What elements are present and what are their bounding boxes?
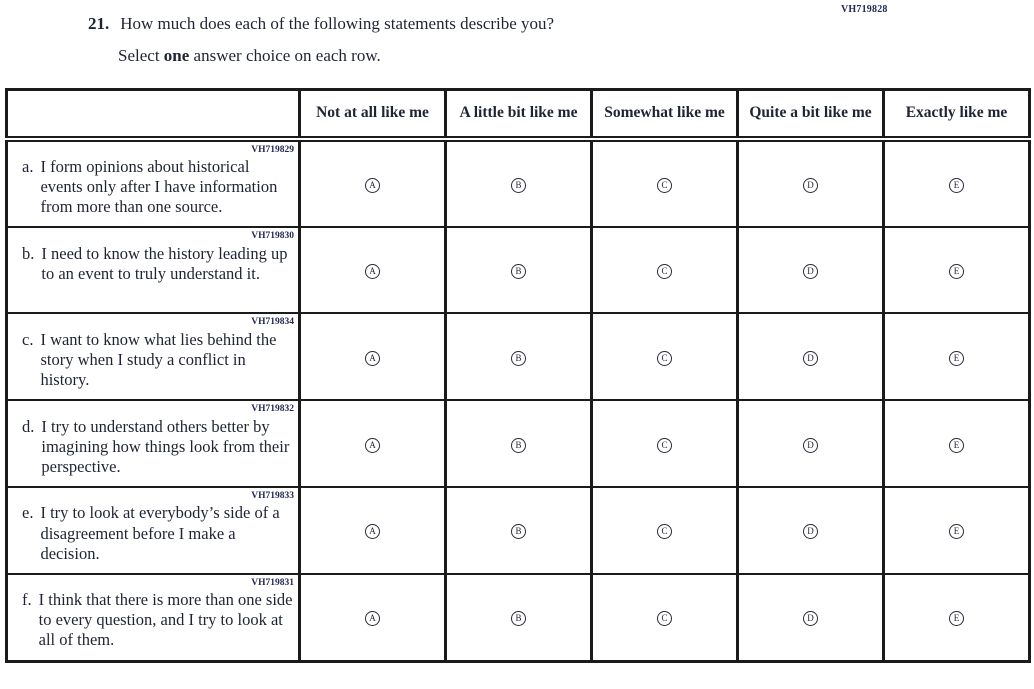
statement-text: I try to understand others better by imagining how things look from their perspective. — [41, 416, 290, 476]
survey-matrix-table — [5, 88, 1031, 663]
instruction-suffix: answer choice on each row. — [189, 46, 381, 66]
option-cell — [446, 574, 592, 661]
question-text: How much does each of the following statements describe you? — [120, 14, 555, 33]
statement-cell — [7, 139, 300, 228]
question-number: 21. — [88, 14, 110, 33]
answer-bubble-e[interactable]: E — [949, 438, 964, 453]
answer-bubble-e[interactable]: E — [949, 611, 964, 626]
statement-text: I try to look at everybody’s side of a disagreement before I make a decision. — [40, 503, 280, 563]
table-row — [7, 139, 1030, 228]
answer-bubble-b[interactable]: B — [511, 178, 526, 193]
answer-bubble-e[interactable]: E — [949, 524, 964, 539]
option-cell — [738, 313, 884, 400]
option-cell — [884, 574, 1030, 661]
statement-letter: f. — [22, 590, 32, 610]
statement-cell — [7, 227, 300, 313]
statement — [8, 330, 298, 399]
item-code: VH719834 — [251, 317, 294, 328]
question-block — [88, 14, 554, 66]
answer-bubble-e[interactable]: E — [949, 178, 964, 193]
answer-bubble-c[interactable]: C — [657, 611, 672, 626]
option-cell — [884, 400, 1030, 487]
table-row — [7, 574, 1030, 661]
answer-bubble-c[interactable]: C — [657, 351, 672, 366]
table-row — [7, 487, 1030, 574]
statement-header-cell — [7, 90, 300, 139]
statement-letter: c. — [22, 329, 34, 349]
table-row — [7, 227, 1030, 313]
item-code: VH719829 — [251, 144, 294, 155]
answer-bubble-a[interactable]: A — [365, 611, 380, 626]
option-cell — [300, 313, 446, 400]
instruction-bold: one — [163, 46, 190, 66]
statement-letter: b. — [22, 243, 35, 263]
option-cell — [300, 227, 446, 313]
option-cell — [446, 227, 592, 313]
instruction-prefix: Select — [118, 46, 164, 66]
answer-bubble-d[interactable]: D — [803, 438, 818, 453]
item-code: VH719832 — [251, 404, 294, 415]
statement-cell — [7, 313, 300, 400]
statement-letter: a. — [22, 156, 34, 176]
statement-text: I think that there is more than one side to every question, and I try to look at all of them. — [38, 590, 293, 650]
column-header-3: Somewhat like me — [592, 90, 738, 139]
statement — [8, 417, 298, 486]
statement-cell — [7, 574, 300, 661]
item-code: VH719831 — [251, 577, 294, 588]
statement — [8, 157, 298, 226]
answer-bubble-d[interactable]: D — [803, 611, 818, 626]
statement-text: I need to know the history leading up to an event to truly understand it. — [41, 243, 288, 283]
answer-bubble-a[interactable]: A — [365, 351, 380, 366]
answer-bubble-a[interactable]: A — [365, 438, 380, 453]
option-cell — [300, 400, 446, 487]
statement — [8, 244, 298, 293]
option-cell — [738, 227, 884, 313]
answer-bubble-b[interactable]: B — [511, 524, 526, 539]
answer-bubble-e[interactable]: E — [949, 351, 964, 366]
item-code: VH719830 — [251, 231, 294, 242]
statement-cell — [7, 400, 300, 487]
option-cell — [592, 227, 738, 313]
statement-text: I want to know what lies behind the story when I study a conflict in history. — [40, 329, 277, 389]
page-code: VH719828 — [841, 4, 888, 15]
option-cell — [738, 139, 884, 228]
statement-cell — [7, 487, 300, 574]
option-cell — [884, 313, 1030, 400]
option-cell — [592, 574, 738, 661]
table-row — [7, 400, 1030, 487]
answer-bubble-a[interactable]: A — [365, 264, 380, 279]
statement-text: I form opinions about historical events only after I have information from more than one source. — [40, 156, 278, 217]
option-cell — [446, 400, 592, 487]
option-cell — [446, 487, 592, 574]
statement-letter: d. — [22, 416, 35, 436]
option-cell — [446, 139, 592, 228]
statement-letter: e. — [22, 503, 34, 523]
option-cell — [592, 313, 738, 400]
answer-bubble-b[interactable]: B — [511, 438, 526, 453]
answer-bubble-d[interactable]: D — [803, 178, 818, 193]
answer-bubble-c[interactable]: C — [657, 524, 672, 539]
column-header-2: A little bit like me — [446, 90, 592, 139]
answer-bubble-b[interactable]: B — [511, 611, 526, 626]
answer-bubble-d[interactable]: D — [803, 351, 818, 366]
column-header-1: Not at all like me — [300, 90, 446, 139]
header-row — [7, 90, 1030, 139]
option-cell — [738, 574, 884, 661]
option-cell — [300, 139, 446, 228]
statement — [8, 590, 298, 659]
option-cell — [738, 400, 884, 487]
answer-bubble-c[interactable]: C — [657, 438, 672, 453]
option-cell — [592, 139, 738, 228]
column-header-5: Exactly like me — [884, 90, 1030, 139]
answer-bubble-a[interactable]: A — [365, 524, 380, 539]
answer-bubble-e[interactable]: E — [949, 264, 964, 279]
option-cell — [738, 487, 884, 574]
answer-bubble-c[interactable]: C — [657, 264, 672, 279]
answer-bubble-d[interactable]: D — [803, 264, 818, 279]
table-row — [7, 313, 1030, 400]
option-cell — [884, 139, 1030, 228]
answer-bubble-b[interactable]: B — [511, 351, 526, 366]
item-code: VH719833 — [251, 490, 294, 501]
option-cell — [592, 487, 738, 574]
answer-bubble-a[interactable]: A — [365, 178, 380, 193]
option-cell — [884, 487, 1030, 574]
question-instruction — [118, 46, 554, 66]
answer-bubble-b[interactable]: B — [511, 264, 526, 279]
answer-bubble-d[interactable]: D — [803, 524, 818, 539]
option-cell — [300, 487, 446, 574]
column-header-4: Quite a bit like me — [738, 90, 884, 139]
statement — [8, 503, 298, 572]
question-line — [88, 14, 554, 34]
option-cell — [592, 400, 738, 487]
option-cell — [884, 227, 1030, 313]
answer-bubble-c[interactable]: C — [657, 178, 672, 193]
option-cell — [300, 574, 446, 661]
option-cell — [446, 313, 592, 400]
